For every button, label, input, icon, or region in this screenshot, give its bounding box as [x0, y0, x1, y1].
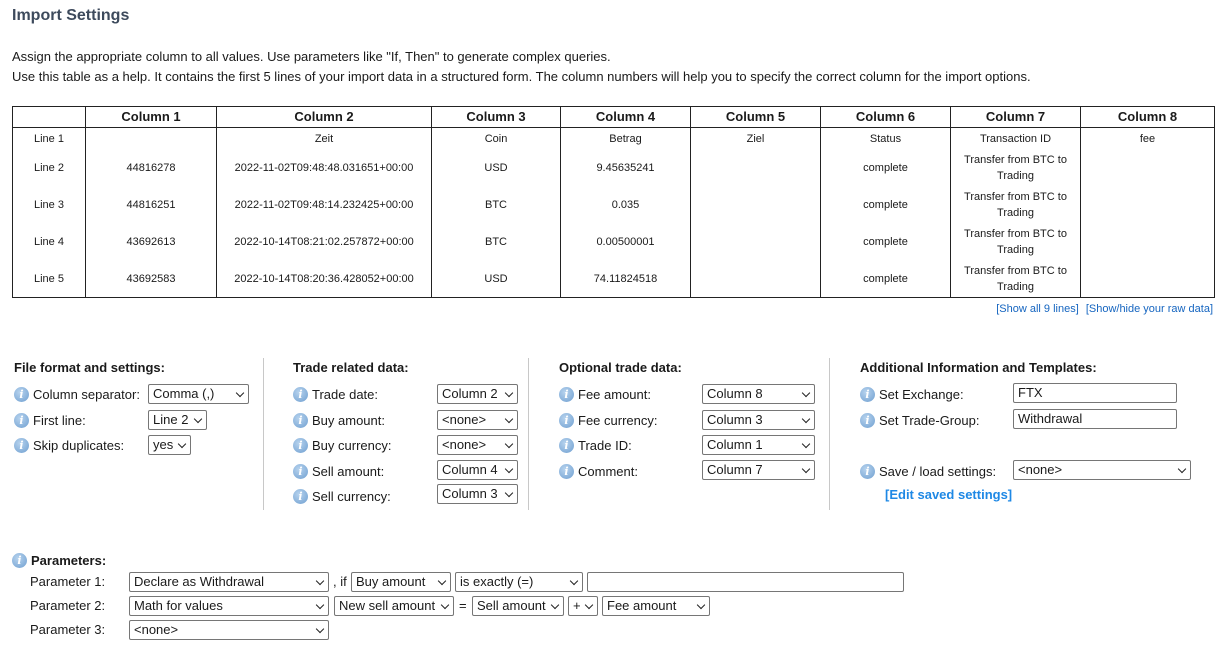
column-separator-select[interactable]: Comma (,) — [148, 384, 249, 404]
trade-id-select[interactable]: Column 1 — [702, 435, 815, 455]
header-column-6: Column 6 — [821, 107, 951, 128]
info-icon[interactable]: i — [14, 438, 29, 453]
table-cell: Ziel — [691, 128, 821, 150]
buy-currency-label: Buy currency: — [312, 437, 392, 453]
set-trade-group-label: Set Trade-Group: — [879, 412, 980, 428]
exchange-input[interactable]: FTX — [1013, 383, 1177, 403]
parameter-2-target-select[interactable]: New sell amount — [334, 596, 454, 616]
fee-amount-label: Fee amount: — [578, 386, 651, 402]
header-column-1: Column 1 — [86, 107, 217, 128]
save-load-row — [860, 459, 996, 483]
info-icon[interactable]: i — [293, 413, 308, 428]
table-cell: 44816251 — [86, 186, 217, 223]
table-cell: Betrag — [561, 128, 691, 150]
section-heading: Trade related data: — [293, 360, 409, 375]
table-cell: Transfer from BTC to Trading — [951, 223, 1081, 260]
table-cell: Coin — [432, 128, 561, 150]
parameter-1-field-select[interactable]: Buy amount — [351, 572, 451, 592]
trade-date-row — [293, 382, 378, 406]
table-cell — [1081, 186, 1215, 223]
optional-data-section — [559, 360, 682, 379]
set-exchange-row — [860, 382, 964, 406]
save-load-select[interactable]: <none> — [1013, 460, 1191, 480]
parameter-1-condition-select[interactable]: is exactly (=) — [455, 572, 583, 592]
table-cell: 2022-10-14T08:20:36.428052+00:00 — [217, 260, 432, 298]
page-title: Import Settings — [12, 7, 130, 24]
table-cell — [1081, 223, 1215, 260]
skip-duplicates-label: Skip duplicates: — [33, 437, 125, 453]
section-heading: Additional Information and Templates: — [860, 360, 1097, 375]
sell-currency-select[interactable]: Column 3 — [437, 484, 518, 504]
header-corner — [13, 107, 86, 128]
table-row — [13, 128, 1215, 150]
table-cell — [691, 149, 821, 186]
parameter-2-type-select[interactable]: Math for values — [129, 596, 329, 616]
fee-currency-select[interactable]: Column 3 — [702, 410, 815, 430]
table-cell: 74.11824518 — [561, 260, 691, 298]
table-cell — [691, 186, 821, 223]
buy-amount-select[interactable]: <none> — [437, 410, 518, 430]
table-cell: BTC — [432, 223, 561, 260]
table-cell: Zeit — [217, 128, 432, 150]
parameter-3-type-select[interactable]: <none> — [129, 620, 329, 640]
table-links — [992, 303, 1213, 315]
table-cell: 0.035 — [561, 186, 691, 223]
table-row — [13, 186, 1215, 223]
table-cell: Transfer from BTC to Trading — [951, 149, 1081, 186]
sell-amount-row — [293, 459, 384, 483]
parameter-1-if-text: , if — [333, 574, 347, 589]
table-cell: 2022-11-02T09:48:48.031651+00:00 — [217, 149, 432, 186]
table-cell — [1081, 260, 1215, 298]
info-icon[interactable]: i — [559, 438, 574, 453]
table-cell — [691, 223, 821, 260]
buy-currency-row — [293, 433, 391, 457]
table-cell: Transfer from BTC to Trading — [951, 186, 1081, 223]
table-cell: 0.00500001 — [561, 223, 691, 260]
header-column-7: Column 7 — [951, 107, 1081, 128]
parameter-2-left-select[interactable]: Sell amount — [472, 596, 564, 616]
set-exchange-label: Set Exchange: — [879, 386, 964, 402]
table-row — [13, 223, 1215, 260]
table-cell: 2022-10-14T08:21:02.257872+00:00 — [217, 223, 432, 260]
info-icon[interactable]: i — [293, 464, 308, 479]
section-divider — [263, 358, 264, 510]
table-cell — [691, 260, 821, 298]
table-cell: complete — [821, 260, 951, 298]
info-icon[interactable]: i — [860, 413, 875, 428]
table-cell: complete — [821, 223, 951, 260]
additional-info-section — [860, 360, 1097, 379]
info-icon[interactable]: i — [14, 413, 29, 428]
fee-amount-row — [559, 382, 651, 406]
table-cell: Line 1 — [13, 128, 86, 150]
file-format-section — [14, 360, 165, 379]
comment-row — [559, 459, 638, 483]
table-cell: 9.45635241 — [561, 149, 691, 186]
info-icon[interactable]: i — [293, 438, 308, 453]
sell-currency-label: Sell currency: — [312, 488, 391, 504]
fee-currency-row — [559, 408, 657, 432]
edit-saved-settings-link[interactable]: [Edit saved settings] — [885, 487, 1013, 502]
first-line-label: First line: — [33, 412, 86, 428]
sell-currency-row — [293, 484, 391, 508]
fee-currency-label: Fee currency: — [578, 412, 658, 428]
info-icon[interactable]: i — [14, 387, 29, 402]
section-heading: File format and settings: — [14, 360, 165, 375]
table-cell: Line 2 — [13, 149, 86, 186]
column-separator-row — [14, 382, 140, 406]
fee-amount-select[interactable]: Column 8 — [702, 384, 815, 404]
table-cell: Line 4 — [13, 223, 86, 260]
show-all-lines-link[interactable]: [Show all 9 lines] — [996, 303, 1079, 315]
header-column-5: Column 5 — [691, 107, 821, 128]
skip-duplicates-row — [14, 433, 124, 457]
parameters-heading: Parameters: — [31, 552, 107, 568]
trade-date-label: Trade date: — [312, 386, 379, 402]
table-cell: 44816278 — [86, 149, 217, 186]
intro-line-2: Use this table as a help. It contains the first 5 lines of your import data in a structured form. The column numbers will help you to specify the correct column for the import options. — [12, 69, 1031, 84]
section-divider — [829, 358, 830, 510]
header-column-3: Column 3 — [432, 107, 561, 128]
table-cell: BTC — [432, 186, 561, 223]
trade-id-row — [559, 433, 632, 457]
parameter-1-type-select[interactable]: Declare as Withdrawal — [129, 572, 329, 592]
first-line-row — [14, 408, 86, 432]
trade-data-section — [293, 360, 409, 379]
info-icon[interactable]: i — [559, 464, 574, 479]
parameter-2-right-select[interactable]: Fee amount — [602, 596, 710, 616]
section-divider — [528, 358, 529, 510]
table-cell — [1081, 149, 1215, 186]
buy-amount-row — [293, 408, 385, 432]
table-cell: Transaction ID — [951, 128, 1081, 150]
table-cell — [86, 128, 217, 150]
set-trade-group-row — [860, 408, 979, 432]
table-cell: 2022-11-02T09:48:14.232425+00:00 — [217, 186, 432, 223]
info-icon[interactable]: i — [293, 387, 308, 402]
header-column-4: Column 4 — [561, 107, 691, 128]
info-icon[interactable]: i — [860, 464, 875, 479]
parameters-heading-row — [12, 548, 106, 572]
table-cell: 43692613 — [86, 223, 217, 260]
intro-line-1: Assign the appropriate column to all values. Use parameters like "If, Then" to generate complex queries. — [12, 49, 611, 64]
buy-currency-select[interactable]: <none> — [437, 435, 518, 455]
parameter-2-label: Parameter 2: — [30, 598, 106, 613]
table-cell: USD — [432, 149, 561, 186]
buy-amount-label: Buy amount: — [312, 412, 385, 428]
first-line-select[interactable]: Line 2 — [148, 410, 207, 430]
table-cell: Line 5 — [13, 260, 86, 298]
parameter-1-label: Parameter 1: — [30, 574, 106, 589]
info-icon[interactable]: i — [559, 413, 574, 428]
section-heading: Optional trade data: — [559, 360, 682, 375]
comment-label: Comment: — [578, 463, 638, 479]
skip-duplicates-select[interactable]: yes — [148, 435, 191, 455]
parameter-2-equals-text: = — [459, 598, 467, 613]
table-row — [13, 149, 1215, 186]
table-cell: Line 3 — [13, 186, 86, 223]
table-cell: complete — [821, 186, 951, 223]
table-cell: USD — [432, 260, 561, 298]
trade-group-input[interactable]: Withdrawal — [1013, 409, 1177, 429]
parameter-1-value-input[interactable] — [587, 572, 904, 592]
parameter-3-label: Parameter 3: — [30, 622, 106, 637]
info-icon[interactable]: i — [559, 387, 574, 402]
column-separator-label: Column separator: — [33, 386, 140, 402]
comment-select[interactable]: Column 7 — [702, 460, 815, 480]
table-cell: 43692583 — [86, 260, 217, 298]
trade-date-select[interactable]: Column 2 — [437, 384, 518, 404]
table-cell: Status — [821, 128, 951, 150]
parameter-2-operator-select[interactable]: + — [568, 596, 598, 616]
trade-id-label: Trade ID: — [578, 437, 632, 453]
table-cell: Transfer from BTC to Trading — [951, 260, 1081, 298]
info-icon[interactable]: i — [860, 387, 875, 402]
table-cell: fee — [1081, 128, 1215, 150]
info-icon[interactable]: i — [293, 489, 308, 504]
toggle-raw-data-link[interactable]: [Show/hide your raw data] — [1085, 303, 1213, 315]
save-load-label: Save / load settings: — [879, 463, 997, 479]
sell-amount-select[interactable]: Column 4 — [437, 460, 518, 480]
table-row — [13, 260, 1215, 298]
sell-amount-label: Sell amount: — [312, 463, 385, 479]
header-column-2: Column 2 — [217, 107, 432, 128]
table-cell: complete — [821, 149, 951, 186]
preview-header-row — [13, 107, 1215, 128]
header-column-8: Column 8 — [1081, 107, 1215, 128]
preview-table — [12, 106, 1215, 298]
info-icon[interactable]: i — [12, 553, 27, 568]
